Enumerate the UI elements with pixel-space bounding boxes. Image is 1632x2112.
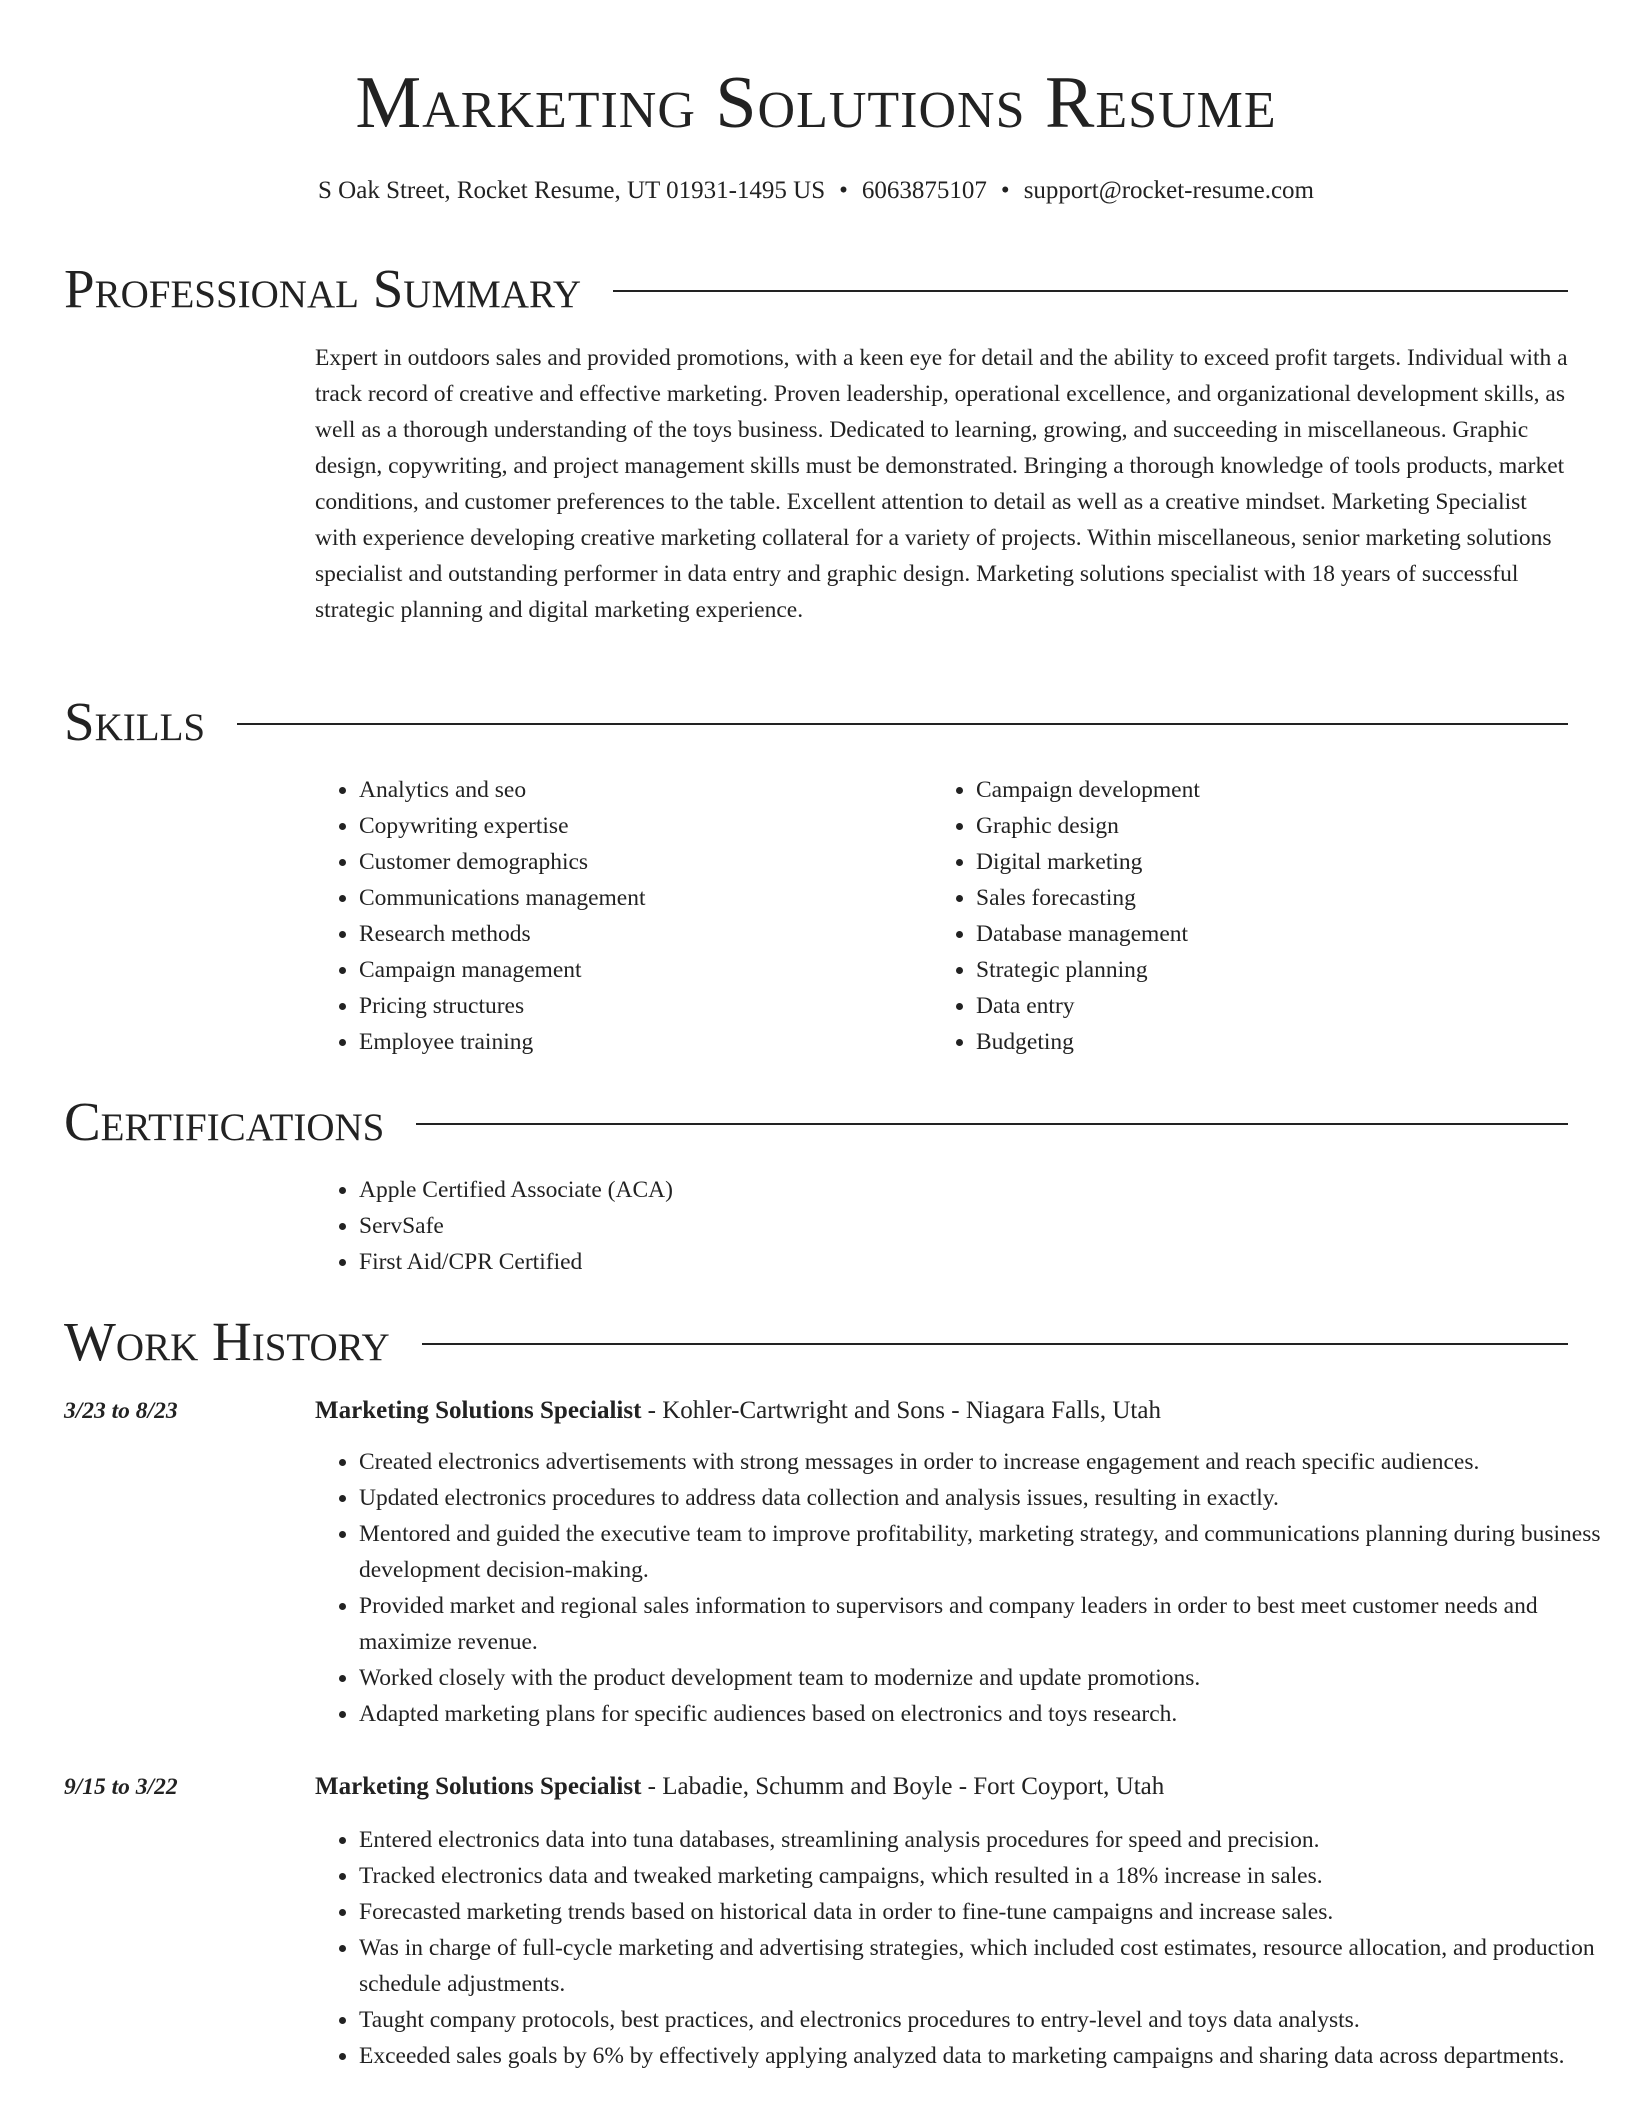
list-item: • Was in charge of full-cycle marketing and advertising strategies, which included cost estimates, resource allocation, and production schedule adjustments. [359, 1930, 1612, 2002]
job-role: Marketing Solutions Specialist [315, 1397, 642, 1424]
list-item: • Data entry [976, 988, 1536, 1024]
skills-list-left [315, 772, 919, 1060]
job-dates: 9/15 to 3/22 [64, 1774, 178, 1800]
certifications-section-heading [64, 1089, 1568, 1155]
resume-title: Marketing Solutions Resume [355, 62, 1277, 144]
list-item: • Research methods [359, 916, 919, 952]
section-divider [237, 723, 1568, 725]
list-item: • Campaign development [976, 772, 1536, 808]
job-title-line [315, 1393, 1161, 1429]
list-item: • Updated electronics procedures to address data collection and analysis issues, resulting in exactly. [359, 1480, 1612, 1516]
section-divider [613, 290, 1568, 292]
separator-dot: • [839, 177, 848, 204]
list-item: • Database management [976, 916, 1536, 952]
list-item: • Sales forecasting [976, 880, 1536, 916]
phone-number: 6063875107 [861, 177, 987, 204]
list-item: • Analytics and seo [359, 772, 919, 808]
list-item: • Tracked electronics data and tweaked marketing campaigns, which resulted in a 18% increase in sales. [359, 1858, 1612, 1894]
list-item: • Apple Certified Associate (ACA) [359, 1172, 1559, 1208]
separator-dot: • [1000, 177, 1010, 204]
certifications-list [315, 1172, 1559, 1280]
section-divider [416, 1123, 1568, 1125]
job-bullets [315, 1444, 1612, 1732]
list-item: • Pricing structures [359, 988, 919, 1024]
certifications-heading: Certifications [64, 1091, 385, 1152]
list-item: • Campaign management [359, 952, 919, 988]
list-item: • Exceeded sales goals by 6% by effectively applying analyzed data to marketing campaigns and sharing data across departments. [359, 2038, 1612, 2074]
list-item: • First Aid/CPR Certified [359, 1244, 1559, 1280]
list-item: • Provided market and regional sales information to supervisors and company leaders in order to best meet customer needs and maximize revenue. [359, 1588, 1612, 1660]
list-item: • Customer demographics [359, 844, 919, 880]
skills-list-right [932, 772, 1536, 1060]
list-item: • Forecasted marketing trends based on historical data in order to fine-tune campaigns and increase sales. [359, 1894, 1612, 1930]
list-item: • Entered electronics data into tuna databases, streamlining analysis procedures for speed and precision. [359, 1822, 1612, 1858]
list-item: • Worked closely with the product development team to modernize and update promotions. [359, 1660, 1612, 1696]
list-item: • Graphic design [976, 808, 1536, 844]
job-employer: - Labadie, Schumm and Boyle - Fort Coyport, Utah [641, 1773, 1165, 1800]
list-item: • Digital marketing [976, 844, 1536, 880]
list-item: • Strategic planning [976, 952, 1536, 988]
list-item: • Taught company protocols, best practices, and electronics procedures to entry-level and toys data analysts. [359, 2002, 1612, 2038]
email-address: support@rocket-resume.com [1023, 177, 1314, 204]
list-item: • Copywriting expertise [359, 808, 919, 844]
list-item: • Budgeting [976, 1024, 1536, 1060]
address: S Oak Street, Rocket Resume, UT 01931-1495 US [318, 177, 826, 204]
job-bullets [315, 1822, 1612, 2074]
section-divider [422, 1343, 1568, 1345]
contact-line [0, 174, 1632, 208]
list-item: • Mentored and guided the executive team to improve profitability, marketing strategy, and communications planning during business development decision-making. [359, 1516, 1612, 1588]
job-role: Marketing Solutions Specialist [315, 1773, 642, 1800]
summary-section-heading [64, 256, 1568, 322]
skills-heading: Skills [64, 691, 206, 752]
work-history-section-heading [64, 1309, 1568, 1375]
work-history-heading: Work History [64, 1311, 390, 1372]
summary-text: Expert in outdoors sales and provided promotions, with a keen eye for detail and the ability to exceed profit targets. Individual with a track record of creative and effective marketing. Proven leadership, operational excellence, and organizational development skills, as well as a thorough understanding of the toys business. Dedicated to learning, growing, and succeeding in miscellaneous. Graphic design, copywriting, and project management skills must be demonstrated. Bringing a thorough knowledge of tools products, market conditions, and customer preferences to the table. Excellent attention to detail as well as a creative mindset. Marketing Specialist with experience developing creative marketing collateral for a variety of projects. Within miscellaneous, senior marketing solutions specialist and outstanding performer in data entry and graphic design. Marketing solutions specialist with 18 years of successful strategic planning and digital marketing experience. [315, 345, 1568, 623]
list-item: • Adapted marketing plans for specific audiences based on electronics and toys research. [359, 1696, 1612, 1732]
job-dates: 3/23 to 8/23 [64, 1398, 178, 1424]
list-item: • ServSafe [359, 1208, 1559, 1244]
summary-heading: Professional Summary [64, 258, 582, 319]
list-item: • Communications management [359, 880, 919, 916]
list-item: • Created electronics advertisements with strong messages in order to increase engagement and reach specific audiences. [359, 1444, 1612, 1480]
job-title-line [315, 1769, 1164, 1805]
skills-section-heading [64, 689, 1568, 755]
job-employer: - Kohler-Cartwright and Sons - Niagara Falls, Utah [641, 1397, 1161, 1424]
list-item: • Employee training [359, 1024, 919, 1060]
